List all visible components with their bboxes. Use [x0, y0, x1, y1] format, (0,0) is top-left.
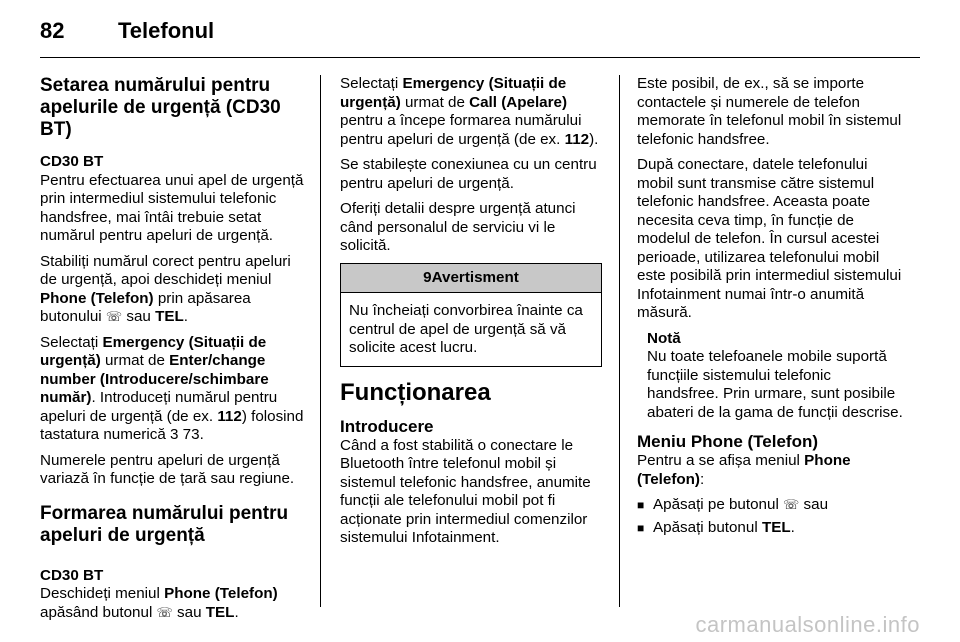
warning-text: Nu încheiați convorbirea înainte ca centrul de apel de urgență să vă solicite acest lucru.: [349, 302, 583, 356]
phone-icon: ☏: [105, 309, 123, 324]
phone-icon: ☏: [156, 604, 173, 620]
paragraph: Oferiți detalii despre urgență atunci când personalul de serviciu vi le solicită.: [340, 200, 576, 254]
watermark: carmanualsonline.info: [695, 612, 920, 637]
paragraph: Pentru a se afișa meniul Phone (Telefon):: [637, 452, 851, 488]
column-2: [340, 75, 602, 555]
paragraph: Este posibil, de ex., să se importe contactele și numerele de telefon memorate în telefonul mobil în sistemul telefonic handsfree.: [637, 75, 902, 148]
section-heading-emergency-setup: Setarea numărului pentru apelurile de urgență (CD30 BT): [40, 75, 281, 140]
paragraph: Selectați Emergency (Situații de urgență) urmat de Call (Apelare) pentru a începe formarea numărului pentru apeluri de urgență (de ex. 112).: [340, 75, 599, 148]
paragraph: Numerele pentru apeluri de urgență variază în funcție de țară sau regiune.: [40, 451, 295, 487]
page-number: 82: [40, 18, 65, 43]
warning-box: [340, 263, 602, 367]
page-title: Telefonul: [118, 18, 215, 43]
warning-icon: 9: [423, 268, 432, 286]
subheading-introduction: Introducere: [340, 416, 434, 436]
phone-icon: ☏: [783, 497, 800, 512]
list-item: ■ Apăsați butonul TEL.: [637, 519, 905, 538]
paragraph: Pentru efectuarea unui apel de urgență prin intermediul sistemului telefonic handsfree, mai întâi trebuie setat numărul pentru apeluri de urgență.: [40, 171, 304, 244]
paragraph: După conectare, datele telefonului mobil sunt transmise către sistemul telefonic handsfree. Aceasta poate necesita ceva timp, în funcție de modelul de telefon. În cursul acestei perioade, utilizarea telefonului mobil este posibilă prin intermediul sistemului Infotainment numai într-o anumită măsură.: [637, 156, 902, 321]
paragraph: Selectați Emergency (Situații de urgență) urmat de Enter/change number (Introducere/schimbare număr). Introduceți numărul pentru apeluri de urgență (de ex. 112) folosind tastatura numerică 3 73.: [40, 333, 304, 443]
page-reference-icon: 3: [170, 426, 179, 443]
list-item: ■ Apăsați pe butonul ☏ sau: [637, 496, 905, 515]
paragraph: Se stabilește conexiunea cu un centru pentru apeluri de urgență.: [340, 156, 597, 192]
section-heading-phone-menu: Meniu Phone (Telefon): [637, 432, 819, 451]
warning-header: [341, 264, 601, 294]
warning-title: Avertisment: [431, 268, 519, 286]
paragraph: Deschideți meniul Phone (Telefon) apăsând butonul ☏ sau TEL.: [40, 585, 278, 621]
column-divider: [320, 75, 321, 607]
column-3: [637, 75, 905, 541]
note-box: [647, 330, 905, 423]
page-header: [40, 18, 214, 44]
note-label: Notă: [647, 329, 681, 347]
section-heading-emergency-dial: Formarea numărului pentru apeluri de urgență: [40, 502, 289, 546]
model-label: CD30 BT: [40, 566, 104, 584]
section-heading-operation: Funcționarea: [340, 378, 491, 406]
column-1: [40, 75, 308, 629]
column-divider: [619, 75, 620, 607]
header-rule: [40, 57, 920, 58]
note-text: Nu toate telefoanele mobile suportă funcțiile sistemului telefonic handsfree. Prin urmare, sunt posibile abateri de la gama de funcții descrise.: [647, 348, 903, 421]
paragraph: Când a fost stabilită o conectare le Bluetooth între telefonul mobil și sistemul telefonic handsfree, anumite funcții ale telefonului mobil pot fi acționate prin intermediul comenzilor sistemului Infotainment.: [340, 436, 591, 546]
paragraph: Stabiliți numărul corect pentru apeluri de urgență, apoi deschideți meniul Phone (Telefon) prin apăsarea butonului ☏ sau TEL.: [40, 252, 291, 325]
model-label: CD30 BT: [40, 153, 104, 170]
